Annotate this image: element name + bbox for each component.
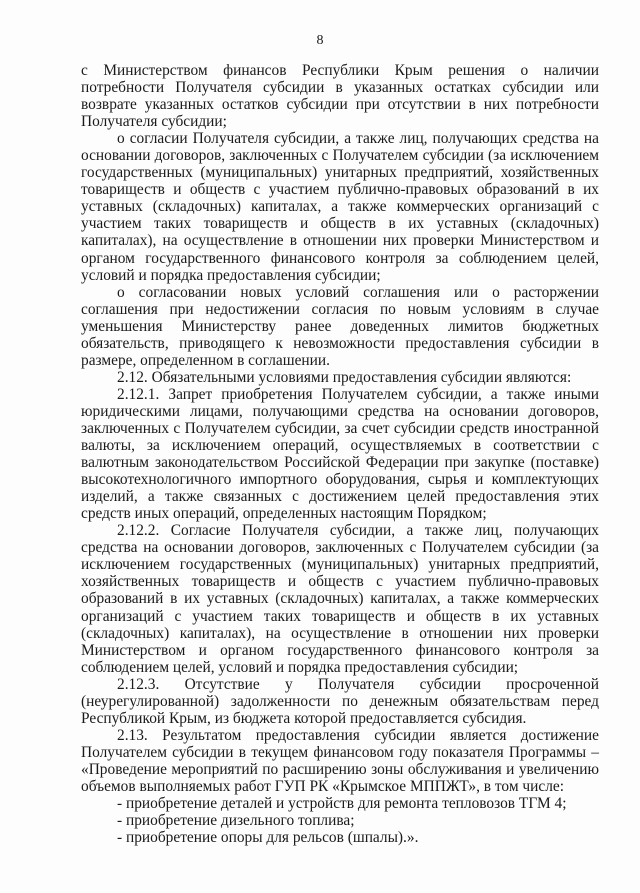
- paragraph: 2.12.2. Согласие Получателя субсидии, а также лиц, получающих средства на основании договоров, заключенных с Получателем субсидии (за исключением государственных (муниципальных) унитарных предприятий, хозяйственных товариществ и обществ с участием публично-правовых образований в их уставных (складочных) капиталах, а также коммерческих организаций с участием таких товариществ и обществ в их уставных (складочных) капиталах), на осуществление в отношении них проверки Министерством и органом государственного финансового контроля за соблюдением целей, условий и порядка предоставления субсидии;: [81, 522, 599, 676]
- dash-list: [81, 795, 599, 846]
- page-number: 8: [316, 33, 324, 48]
- paragraph: 2.12. Обязательными условиями предоставления субсидии являются:: [117, 368, 572, 386]
- paragraph: 2.12.1. Запрет приобретения Получателем субсидии, а также иными юридическими лицами, получающими средства на основании договоров, заключенных с Получателем субсидии, за счет субсидии средств иностранной валюты, за исключением операций, осуществляемых в соответствии с валютным законодательством Российской Федерации при закупке (поставке) высокотехнологичного импортного оборудования, сырья и комплектующих изделий, а также связанных с достижением целей предоставления этих средств иных операций, определенных настоящим Порядком;: [81, 385, 599, 523]
- paragraph: 2.13. Результатом предоставления субсидии является достижение Получателем субсидии в текущем финансовом году показателя Программы – «Проведение мероприятий по расширению зоны обслуживания и увеличению объемов выполняемых работ ГУП РК «Крымское МППЖТ», в том числе:: [81, 726, 599, 795]
- list-item: - приобретение дизельного топлива;: [117, 812, 355, 830]
- paragraph: с Министерством финансов Республики Крым решения о наличии потребности Получателя субсидии в указанных остатках субсидии или возврате указанных остатков субсидии при отсутствии в них потребности Получателя субсидии;: [81, 62, 599, 131]
- document-body: [81, 62, 599, 846]
- paragraph: о согласии Получателя субсидии, а также лиц, получающих средства на основании договоров, заключенных с Получателем субсидии (за исключением государственных (муниципальных) унитарных предприятий, хозяйственных товариществ и обществ с участием публично-правовых образований в их уставных (складочных) капиталах, а также коммерческих организаций с участием таких товариществ и обществ в их уставных (складочных) капиталах), на осуществление в отношении них проверки Министерством и органом государственного финансового контроля за соблюдением целей, условий и порядка предоставления субсидии;: [81, 130, 599, 284]
- list-item: - приобретение опоры для рельсов (шпалы).».: [117, 829, 419, 847]
- list-item: - приобретение деталей и устройств для ремонта тепловозов ТГМ 4;: [117, 795, 567, 813]
- paragraph: 2.12.3. Отсутствие у Получателя субсидии просроченной (неурегулированной) задолженности по денежным обязательствам перед Республикой Крым, из бюджета которой предоставляется субсидия.: [81, 675, 599, 727]
- paragraph: о согласовании новых условий соглашения или о расторжении соглашения при недостижении согласия по новым условиям в случае уменьшения Министерству ранее доведенных лимитов бюджетных обязательств, приводящего к невозможности предоставления субсидии в размере, определенном в соглашении.: [81, 283, 599, 369]
